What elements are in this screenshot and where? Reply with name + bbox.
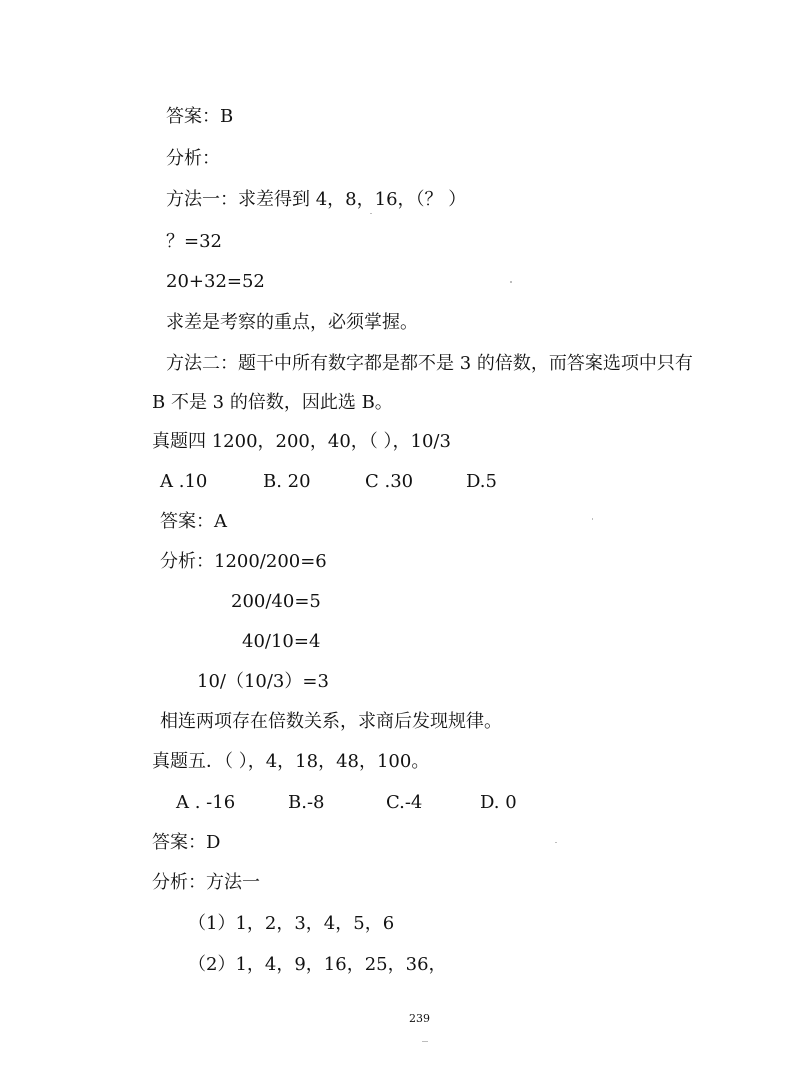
analysis-label: 分析： [166, 148, 220, 169]
analysis-step: 40/10=4 [242, 631, 321, 652]
option-d: D. 0 [480, 792, 517, 813]
sequence-line: （2）1，4，9，16，25，36， [188, 954, 447, 975]
sum-line: 20+32=52 [166, 271, 265, 292]
page-number: 239 [409, 1012, 430, 1025]
answer-line: 答案：A [160, 511, 227, 532]
result-line: ？=32 [166, 231, 222, 252]
scan-speck [555, 842, 557, 843]
scan-speck [510, 281, 512, 283]
analysis-step: 10/（10/3）=3 [197, 671, 329, 692]
question-four-options [160, 470, 497, 494]
note-line: 求差是考察的重点，必须掌握。 [166, 312, 418, 333]
scan-speck [592, 518, 593, 520]
option-a: A . -16 [176, 792, 236, 813]
analysis-line: 分析：方法一 [152, 872, 260, 893]
option-c: C .30 [365, 471, 414, 492]
option-a: A .10 [160, 471, 208, 492]
method-two-continued: B 不是 3 的倍数，因此选 B。 [152, 392, 393, 413]
question-four-title: 真题四 1200，200，40，（ ），10/3 [152, 431, 451, 452]
rule-note: 相连两项存在倍数关系，求商后发现规律。 [160, 711, 502, 732]
scan-speck [370, 213, 372, 214]
question-five-options [176, 791, 517, 815]
analysis-step: 200/40=5 [231, 591, 321, 612]
scan-speck [422, 1041, 428, 1042]
method-one-line: 方法一：求差得到 4，8，16，（？ ） [166, 189, 467, 210]
answer-line: 答案：D [152, 832, 221, 853]
option-b: B.-8 [288, 792, 325, 813]
method-two-line: 方法二：题干中所有数字都是都不是 3 的倍数，而答案选项中只有 [166, 353, 693, 374]
analysis-line: 分析：1200/200=6 [160, 551, 327, 572]
option-d: D.5 [466, 471, 497, 492]
answer-line: 答案：B [166, 106, 234, 127]
option-c: C.-4 [386, 792, 423, 813]
option-b: B. 20 [263, 471, 311, 492]
sequence-line: （1）1，2，3，4，5，6 [188, 913, 395, 934]
question-five-title: 真题五．（ ），4，18，48，100。 [152, 751, 430, 772]
